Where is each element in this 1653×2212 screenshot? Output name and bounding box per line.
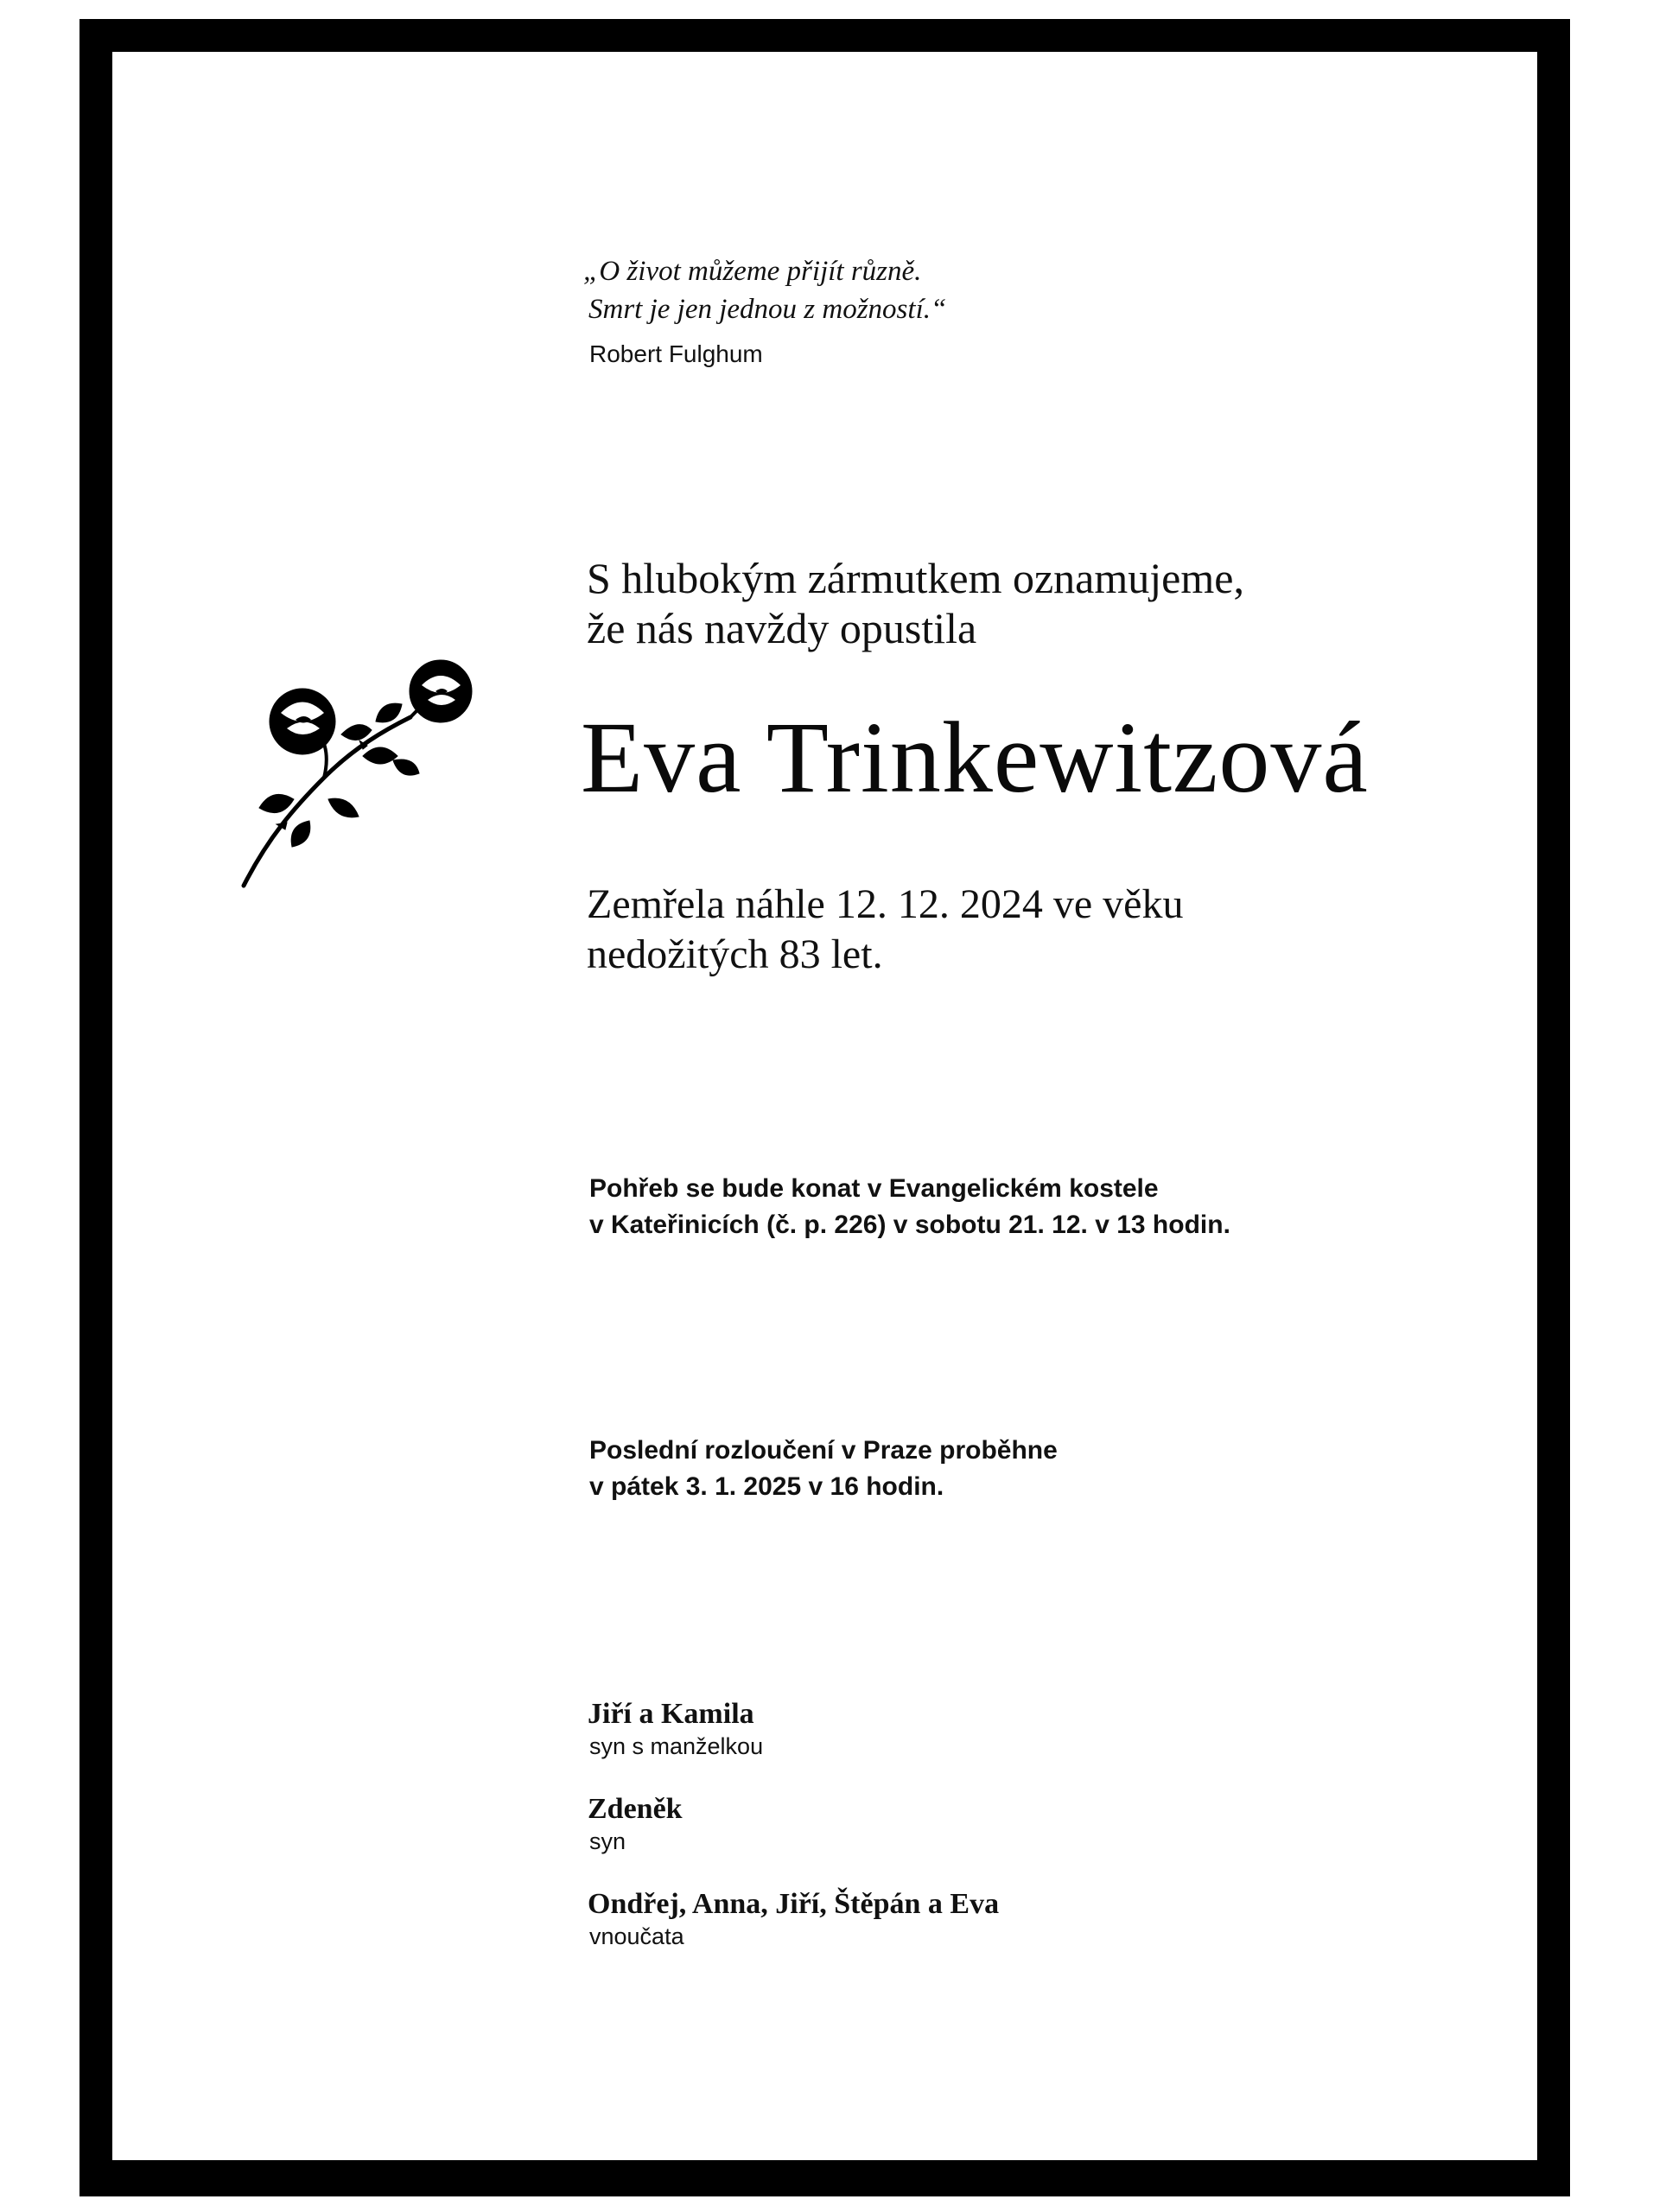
farewell-info xyxy=(589,1433,1058,1505)
funeral-info xyxy=(589,1171,1230,1243)
death-line-1: Zemřela náhle 12. 12. 2024 ve věku xyxy=(587,881,1184,927)
rose-icon xyxy=(233,652,484,894)
death-info xyxy=(587,880,1183,980)
family-member-name: Ondřej, Anna, Jiří, Štěpán a Eva xyxy=(588,1888,1000,1920)
farewell-line-2: v pátek 3. 1. 2025 v 16 hodin. xyxy=(589,1472,944,1501)
family-member-name: Jiří a Kamila xyxy=(588,1698,754,1730)
family-member-role: syn s manželkou xyxy=(589,1733,764,1759)
family-member-name: Zdeněk xyxy=(588,1793,683,1825)
intro-line-2: že nás navždy opustila xyxy=(587,604,977,652)
quote-author: Robert Fulghum xyxy=(589,340,763,367)
family-member xyxy=(588,1887,999,1951)
quote-line-1: „O život můžeme přijít různě. xyxy=(583,256,922,287)
announcement-intro xyxy=(587,553,1244,653)
funeral-line-2: v Kateřinicích (č. p. 226) v sobotu 21. 12. v 13 hodin. xyxy=(589,1211,1230,1239)
death-line-2: nedožitých 83 let. xyxy=(587,931,883,977)
funeral-line-1: Pohřeb se bude konat v Evangelickém kostele xyxy=(589,1174,1159,1203)
intro-line-1: S hlubokým zármutkem oznamujeme, xyxy=(587,554,1244,602)
deceased-name: Eva Trinkewitzová xyxy=(581,701,1369,814)
quote-line-2: Smrt je jen jednou z možností.“ xyxy=(588,294,947,325)
quote xyxy=(583,252,946,328)
family-member-role: syn xyxy=(589,1828,626,1854)
family-member-role: vnoučata xyxy=(589,1923,684,1949)
family-member xyxy=(588,1792,999,1856)
farewell-line-1: Poslední rozloučení v Praze proběhne xyxy=(589,1436,1058,1465)
family-list xyxy=(588,1697,999,1982)
family-member xyxy=(588,1697,999,1761)
